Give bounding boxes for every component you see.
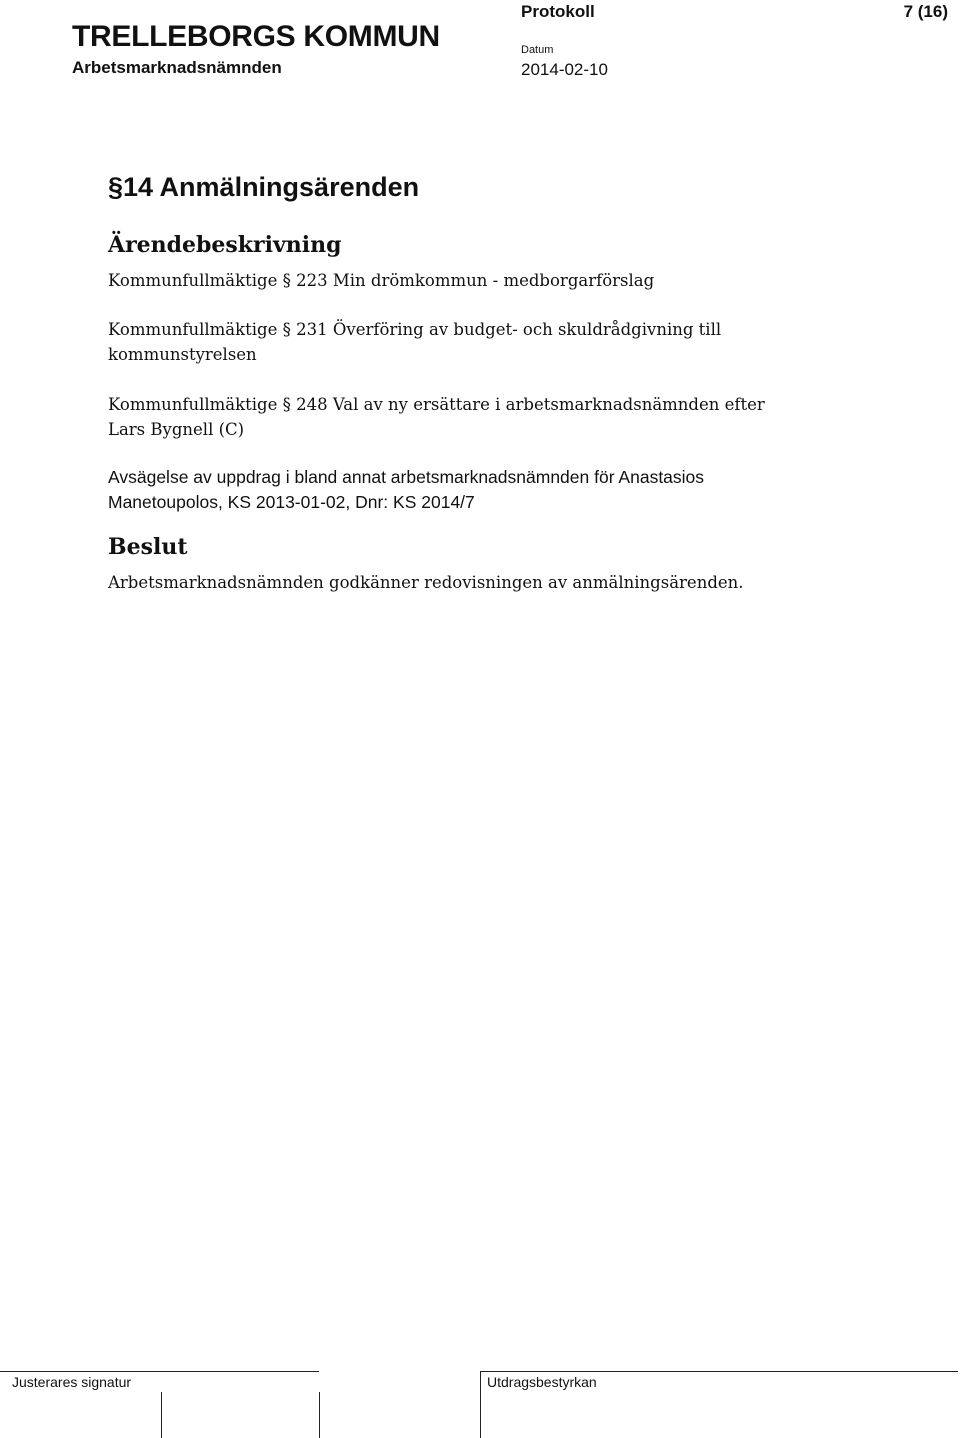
list-item: Kommunfullmäktige § 223 Min drömkommun - medborgarförslag <box>108 271 655 290</box>
committee-name: Arbetsmarknadsnämnden <box>72 58 282 77</box>
page-number: 7 (16) <box>903 2 948 21</box>
date-label: Datum <box>521 44 554 56</box>
footer-divider <box>0 1371 319 1372</box>
date-value: 2014-02-10 <box>521 60 608 79</box>
section-heading: §14 Anmälningsärenden <box>108 172 420 202</box>
organization-name: TRELLEBORGS KOMMUN <box>72 20 440 53</box>
document-type: Protokoll <box>521 2 595 21</box>
signature-box-divider <box>161 1392 162 1438</box>
decision-text: Arbetsmarknadsnämnden godkänner redovisningen av anmälningsärenden. <box>108 573 744 592</box>
list-item: Kommunfullmäktige § 248 Val av ny ersättare i arbetsmarknadsnämnden efter Lars Bygnell (C) <box>108 395 765 439</box>
list-item: Kommunfullmäktige § 231 Överföring av budget- och skuldrådgivning till kommunstyrelsen <box>108 320 722 364</box>
signature-label: Justerares signatur <box>12 1374 132 1390</box>
description-heading: Ärendebeskrivning <box>108 232 342 258</box>
signature-box-divider <box>480 1372 481 1438</box>
signature-box-divider <box>319 1392 320 1438</box>
decision-heading: Beslut <box>108 534 188 560</box>
footer-divider <box>480 1371 958 1372</box>
excerpt-certification-label: Utdragsbestyrkan <box>487 1374 597 1390</box>
list-item: Avsägelse av uppdrag i bland annat arbetsmarknadsnämnden för Anastasios Manetoupolos, KS 2013-01-02, Dnr: KS 2014/7 <box>108 467 705 512</box>
